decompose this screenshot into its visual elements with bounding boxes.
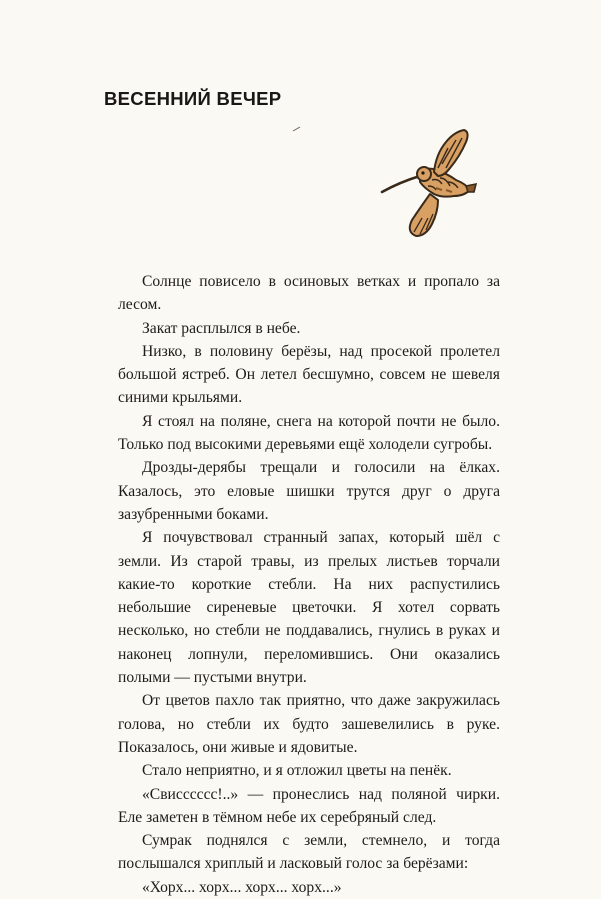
paragraph: Дрозды-дерябы трещали и голосили на ёлках. Казалось, это еловые шишки трутся друг о друга зазубренными боками. (118, 459, 500, 523)
woodcock-bird-icon (376, 128, 480, 240)
paragraph: Я почувствовал странный запах, который шёл с земли. Из старой травы, из прелых листьев торчали какие-то короткие стебли. На них распустились небольшие сиреневые цветочки. Я хотел сорвать несколько, но стебли не поддавались, гнулись в руках и наконец лопнули, переломившись. Они оказались полыми — пустыми внутри. (118, 529, 500, 687)
paragraph: Я стоял на поляне, снега на которой почти не было. Только под высокими деревьями ещё холодели сугробы. (118, 412, 500, 454)
paragraph: От цветов пахло так приятно, что даже закружилась голова, но стебли их будто зашевелились в руке. Показалось, они живые и ядовитые. (118, 692, 500, 756)
paragraph: Стало неприятно, и я отложил цветы на пенёк. (142, 762, 452, 780)
story-text (118, 270, 500, 899)
bird-upper-wing (434, 130, 468, 176)
chapter-title: ВЕСЕННИЙ ВЕЧЕР (104, 88, 282, 109)
paragraph: «Хорх... хорх... хорх... хорх...» (142, 878, 342, 896)
paragraph: Низко, в половину берёзы, над просекой пролетел большой ястреб. Он летел бесшумно, совсем не шевеля синими крыльями. (118, 342, 500, 407)
paragraph: Закат расплылся в небе. (142, 319, 301, 337)
bird-lower-wing (410, 194, 438, 236)
paragraph: Сумрак поднялся с земли, стемнело, и тогда послышался хриплый и ласковый голос за берёзами: (118, 832, 500, 873)
paragraph: Солнце повисело в осиновых ветках и пропало за лесом. (118, 273, 500, 314)
pen-mark (292, 126, 301, 132)
paragraph: «Свисссссс!..» — пронеслись над поляной чирки. Еле заметен в тёмном небе их серебряный след. (118, 785, 500, 826)
